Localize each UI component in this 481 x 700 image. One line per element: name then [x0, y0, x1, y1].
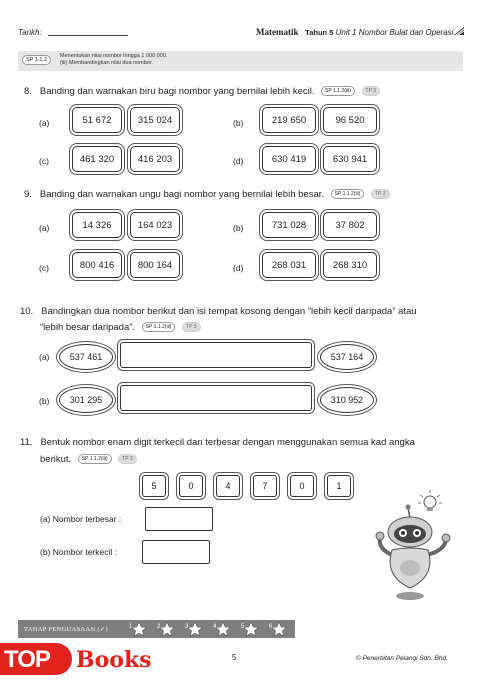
digit-card: 0 [290, 475, 314, 497]
question-11 [20, 437, 415, 448]
part-label: (b) [39, 396, 50, 406]
tp-tag: TP 3 [371, 189, 389, 199]
part-label: (c) [39, 156, 49, 166]
level-number: 5 [241, 624, 245, 630]
question-number: 9. [24, 189, 32, 200]
question-10-line-2 [40, 322, 201, 333]
number-box[interactable]: 164 023 [130, 212, 180, 238]
sp-description [60, 53, 167, 67]
sp-tag: SP 1.1.2(iii) [331, 189, 365, 199]
number-box[interactable]: 630 941 [323, 146, 377, 172]
publisher-credit: © Penerbitan Pelangi Sdn. Bhd. [356, 655, 448, 662]
number-oval: 310 952 [320, 387, 374, 413]
largest-label: (a) Nombor terbesar : [40, 514, 122, 524]
part-label: (a) [39, 352, 50, 362]
page-header [256, 27, 453, 37]
largest-answer-box[interactable] [145, 507, 213, 531]
question-text-line-1: Bentuk nombor enam digit terkecil dan terbesar dengan menggunakan semua kad angka [40, 437, 415, 448]
date-line [48, 35, 128, 36]
number-box[interactable]: 416 203 [130, 146, 180, 172]
lightbulb-icon [418, 490, 442, 511]
unit-title: Unit 1 Nombor Bulat dan Operasi [335, 28, 454, 37]
part-label: (a) [39, 223, 50, 233]
number-oval: 301 295 [59, 387, 113, 413]
level-number: 4 [213, 624, 217, 630]
number-box[interactable]: 731 028 [262, 212, 316, 238]
question-number: 11. [20, 437, 33, 448]
year-label: Tahun 5 [305, 28, 334, 37]
answer-blank[interactable] [120, 385, 312, 411]
digit-card: 7 [253, 475, 277, 497]
sp-tag: SP 1.1.2(iii) [142, 322, 176, 332]
question-text: Banding dan warnakan biru bagi nombor yang bernilai lebih kecil. [39, 86, 315, 97]
number-oval: 537 461 [59, 344, 113, 370]
robot-illustration [370, 488, 470, 606]
number-oval: 537 164 [320, 344, 374, 370]
question-number: 8. [24, 86, 32, 97]
question-text: Banding dan warnakan ungu bagi nombor yang bernilai lebih besar. [39, 189, 325, 200]
digit-card: 1 [327, 475, 351, 497]
level-number: 2 [157, 624, 161, 630]
number-box[interactable]: 800 164 [130, 252, 180, 278]
number-box[interactable]: 51 672 [72, 107, 122, 133]
digit-card: 5 [142, 475, 166, 497]
part-label: (a) [39, 118, 50, 128]
sp-line-2: (iii) Membandingkan nilai dua nombor. [60, 60, 153, 66]
sp-badge: SP 1.1.2 [22, 55, 51, 65]
number-box[interactable]: 96 520 [323, 107, 377, 133]
question-number: 10. [20, 306, 34, 317]
number-box[interactable]: 37 802 [323, 212, 377, 238]
tp-tag: TP 3 [182, 322, 200, 332]
level-number: 3 [185, 624, 189, 630]
digit-card: 4 [216, 475, 240, 497]
tp-tag: TP 3 [362, 86, 380, 96]
question-text-line-2: berikut. [40, 454, 72, 465]
number-box[interactable]: 14 326 [72, 212, 122, 238]
question-11-line-2 [40, 454, 137, 465]
date-label: Tarikh: [18, 28, 42, 37]
digit-card: 0 [179, 475, 203, 497]
page-number: 5 [232, 653, 237, 662]
number-box[interactable]: 219 650 [262, 107, 316, 133]
number-box[interactable]: 461 320 [72, 146, 122, 172]
logo-top-text: TOP [4, 646, 50, 673]
level-number: 6 [269, 624, 273, 630]
part-label: (c) [39, 263, 49, 273]
level-number: 1 [129, 624, 133, 630]
logo-books-text: Books [76, 647, 152, 673]
smallest-label: (b) Nombor terkecil : [40, 547, 117, 557]
question-8 [24, 86, 380, 97]
subject-title: Matematik [256, 27, 299, 37]
question-text-line-1: Bandingkan dua nombor berikut dan isi tempat kosong dengan “lebih kecil daripada” atau [41, 306, 417, 317]
question-text-line-2: “lebih besar daripada”. [40, 322, 136, 333]
number-box[interactable]: 268 310 [323, 252, 377, 278]
answer-blank[interactable] [120, 342, 312, 368]
publisher-logo-icon [452, 25, 466, 37]
part-label: (d) [233, 263, 244, 273]
number-box[interactable]: 630 419 [262, 146, 316, 172]
sp-tag: SP 1.1.2(iii) [78, 454, 112, 464]
sp-line-1: Menentukan nilai nombor hingga 1 000 000. [60, 53, 168, 59]
part-label: (b) [233, 223, 244, 233]
part-label: (b) [233, 118, 244, 128]
question-9 [24, 189, 390, 200]
number-box[interactable]: 268 031 [262, 252, 316, 278]
mastery-level-label: TAHAP PENGUASAAN (✓) [24, 626, 108, 633]
number-box[interactable]: 315 024 [130, 107, 180, 133]
tp-tag: TP 3 [118, 454, 136, 464]
question-10 [20, 306, 417, 317]
smallest-answer-box[interactable] [142, 540, 210, 564]
number-box[interactable]: 800 416 [72, 252, 122, 278]
sp-tag: SP 1.1.2(iii) [321, 86, 355, 96]
part-label: (d) [233, 156, 244, 166]
